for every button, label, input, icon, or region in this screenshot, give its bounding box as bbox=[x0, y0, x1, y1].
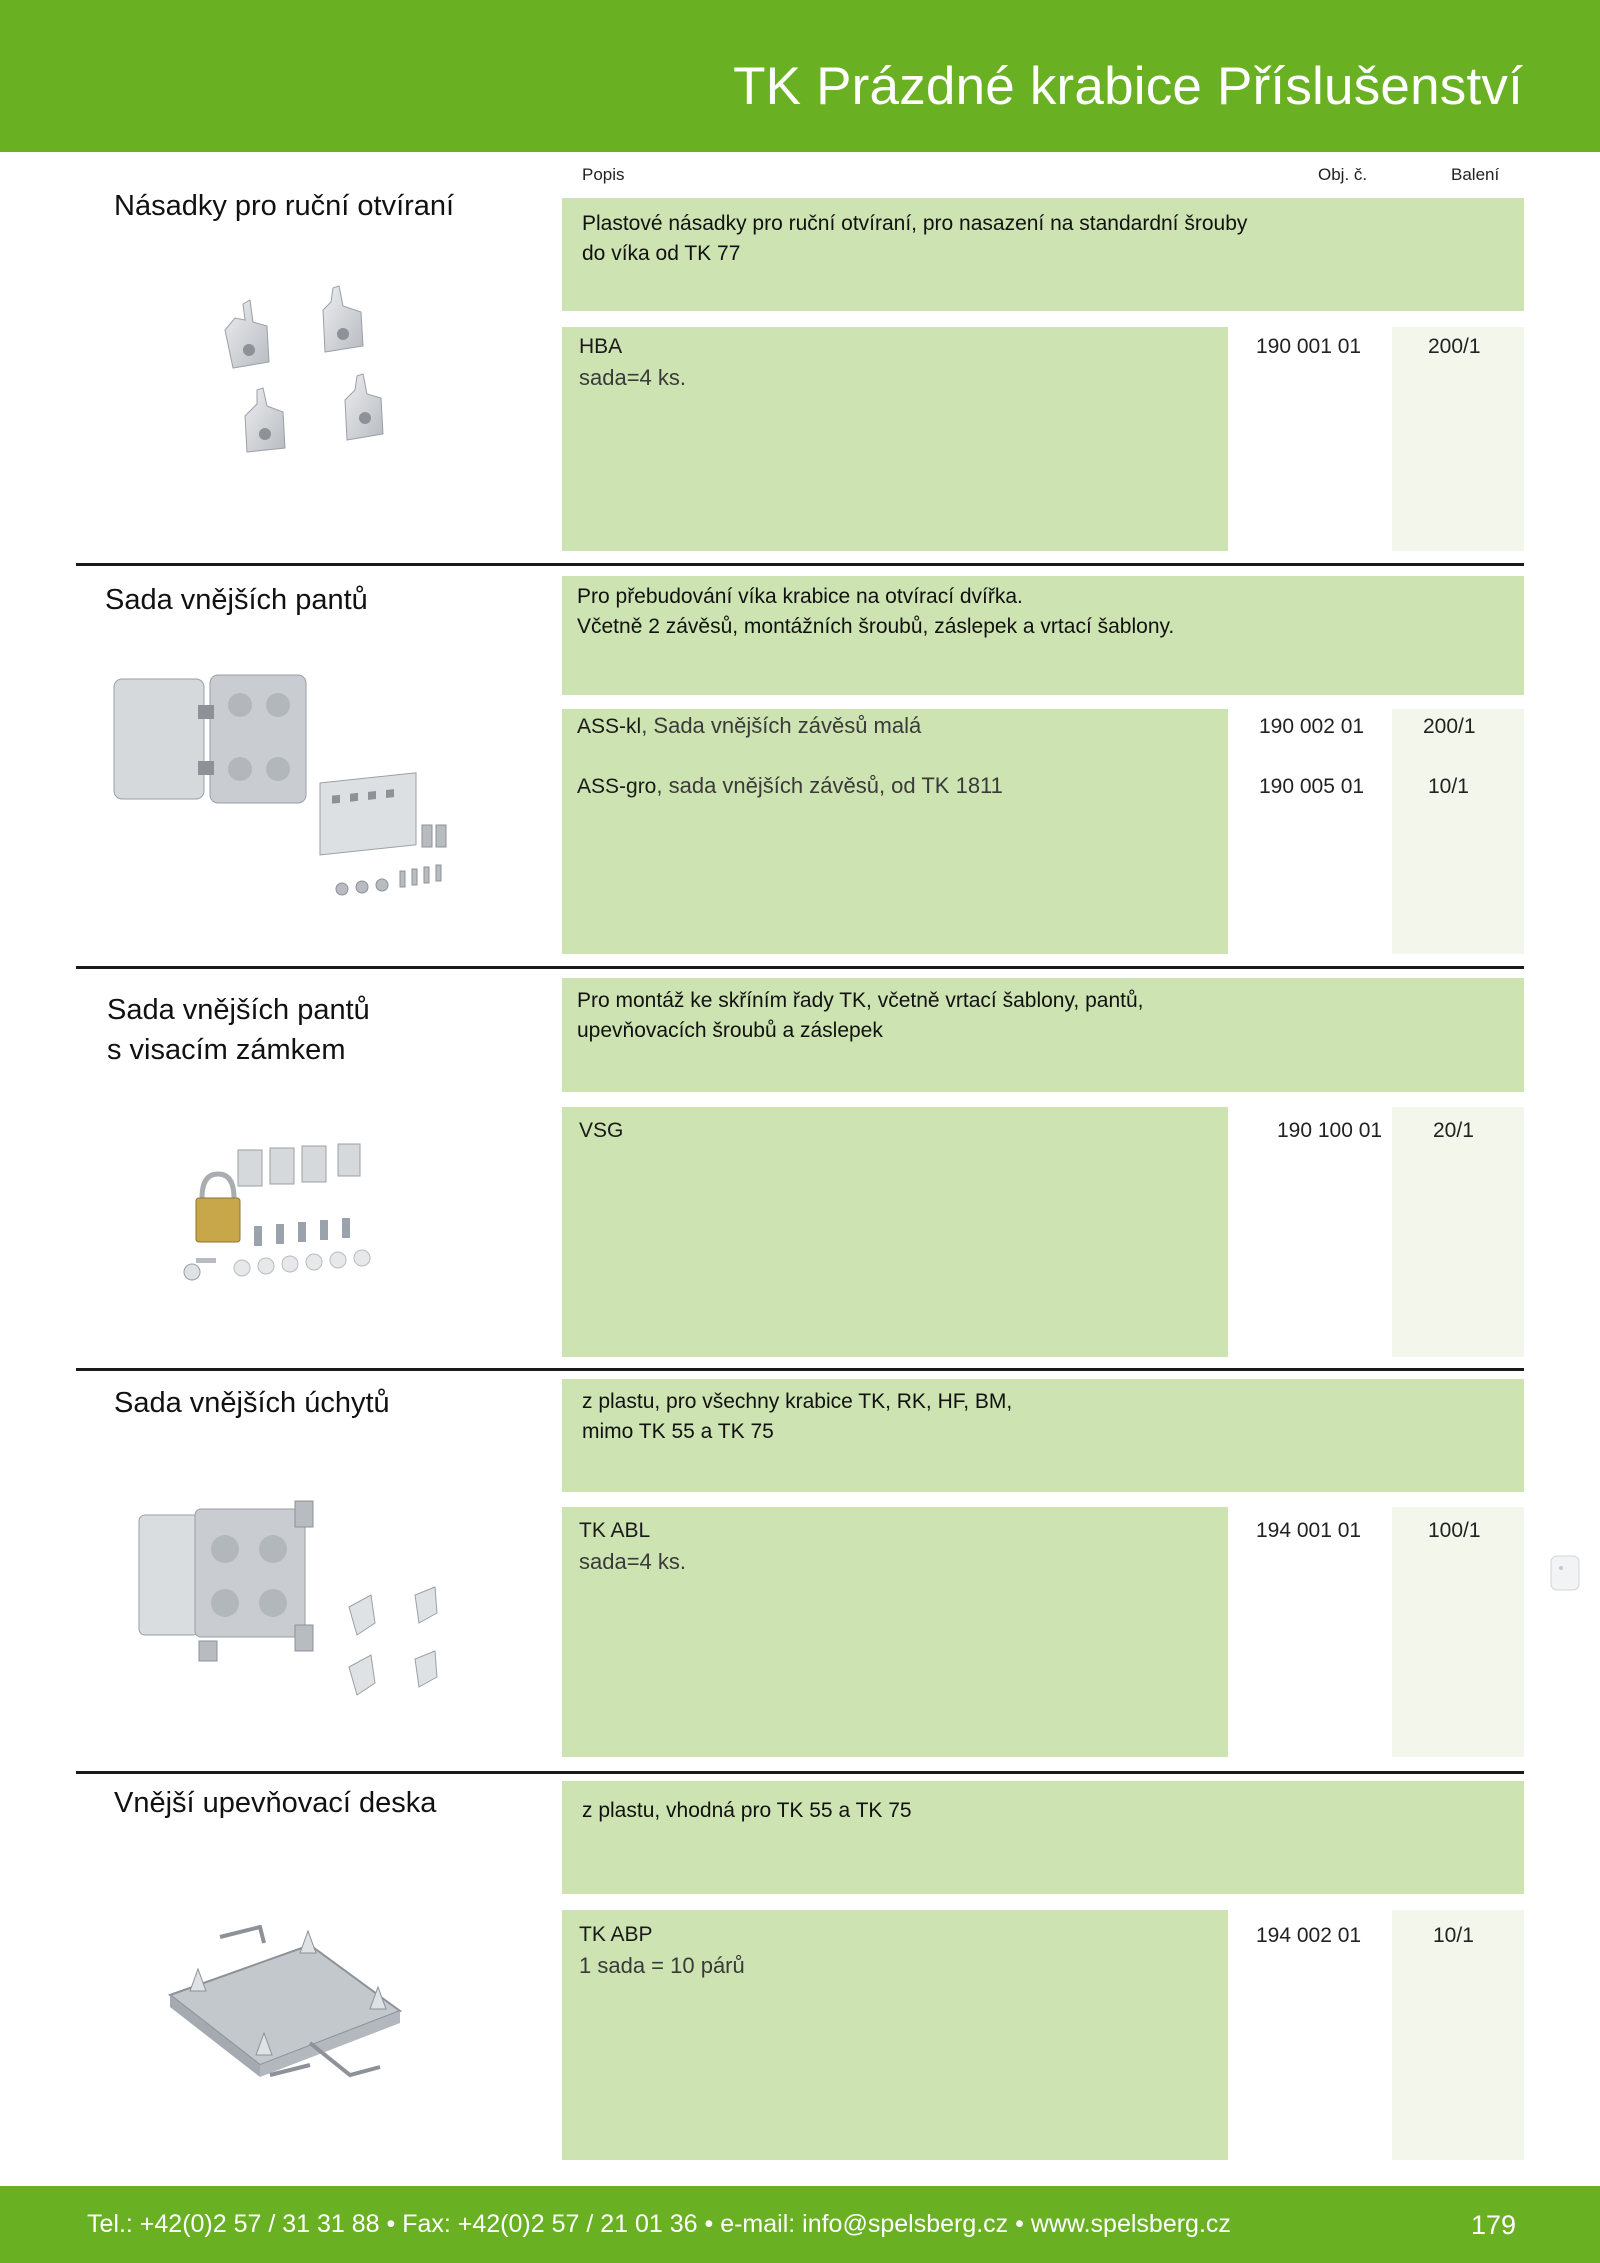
product-subtitle: sada=4 ks. bbox=[579, 365, 687, 390]
product-row-box bbox=[562, 327, 1228, 551]
description-text: Pro přebudování víka krabice na otvírací dvířka. Včetně 2 závěsů, montážních šroubů, záslepek a vrtací šablony. bbox=[577, 585, 1175, 638]
description-box bbox=[562, 1379, 1524, 1492]
product-image-padlock-set bbox=[180, 1140, 390, 1290]
description-text: Pro montáž ke skříním řady TK, včetně vrtací šablony, pantů, upevňovacích šroubů a záslepek bbox=[577, 989, 1144, 1042]
product-name: TK ABP bbox=[579, 1923, 653, 1946]
product-name: ASS-gro bbox=[577, 775, 657, 798]
page-number: 179 bbox=[1471, 2210, 1517, 2240]
section-separator bbox=[76, 1368, 1524, 1371]
section-separator bbox=[76, 966, 1524, 969]
product-image-hinges bbox=[110, 665, 470, 905]
page-title: TK Prázdné krabice Příslušenství bbox=[733, 57, 1523, 116]
section-title: Sada vnějších úchytů bbox=[114, 1387, 390, 1419]
pack-column bbox=[1392, 1107, 1524, 1357]
order-number: 190 001 01 bbox=[1256, 335, 1362, 358]
section-title: Sada vnějších pantů s visacím zámkem bbox=[107, 994, 370, 1066]
product-image-mounting-plate bbox=[160, 1925, 410, 2085]
product-row-box bbox=[562, 1910, 1228, 2160]
product-row-box bbox=[562, 1107, 1228, 1357]
footer-contact: Tel.: +42(0)2 57 / 31 31 88 • Fax: +42(0)2 57 / 21 01 36 • e-mail: info@spelsberg.cz • www.spelsberg.cz bbox=[87, 2210, 1231, 2238]
order-number: 190 005 01 bbox=[1259, 775, 1365, 798]
product-row-ass-gro bbox=[577, 773, 1003, 799]
description-box bbox=[562, 198, 1524, 311]
product-subtitle: , Sada vnějších závěsů malá bbox=[641, 713, 922, 738]
pack-quantity: 20/1 bbox=[1433, 1119, 1474, 1142]
pack-column bbox=[1392, 709, 1524, 954]
product-row-ass-kl bbox=[577, 713, 921, 739]
product-row-box bbox=[562, 1507, 1228, 1757]
column-header-popis: Popis bbox=[582, 165, 625, 184]
order-number: 194 001 01 bbox=[1256, 1519, 1362, 1542]
order-number: 190 002 01 bbox=[1259, 715, 1365, 738]
description-box bbox=[562, 978, 1524, 1092]
pack-quantity: 200/1 bbox=[1423, 715, 1476, 738]
pack-quantity: 200/1 bbox=[1428, 335, 1481, 358]
column-header-baleni: Balení bbox=[1451, 165, 1500, 184]
product-subtitle: sada=4 ks. bbox=[579, 1549, 687, 1574]
pack-quantity: 10/1 bbox=[1433, 1924, 1474, 1947]
page-header bbox=[0, 0, 1600, 152]
pack-quantity: 10/1 bbox=[1428, 775, 1469, 798]
section-title: Sada vnějších pantů bbox=[105, 584, 368, 616]
section-title: Násadky pro ruční otvíraní bbox=[114, 190, 455, 222]
description-text: z plastu, pro všechny krabice TK, RK, HF, BM, mimo TK 55 a TK 75 bbox=[582, 1390, 1013, 1443]
description-box bbox=[562, 1781, 1524, 1894]
description-text: Plastové násadky pro ruční otvíraní, pro nasazení na standardní šrouby do víka od TK 77 bbox=[582, 212, 1248, 265]
order-number: 190 100 01 bbox=[1277, 1119, 1383, 1142]
page-footer bbox=[0, 2186, 1600, 2263]
pack-quantity: 100/1 bbox=[1428, 1519, 1481, 1542]
product-name: VSG bbox=[579, 1119, 624, 1142]
product-name: HBA bbox=[579, 335, 623, 358]
pack-column bbox=[1392, 327, 1524, 551]
order-number: 194 002 01 bbox=[1256, 1924, 1362, 1947]
product-name: TK ABL bbox=[579, 1519, 651, 1542]
product-subtitle: , sada vnějších závěsů, od TK 1811 bbox=[656, 773, 1003, 798]
pack-column bbox=[1392, 1507, 1524, 1757]
product-image-mounting-lugs bbox=[135, 1495, 455, 1717]
section-title: Vnější upevňovací deska bbox=[114, 1787, 437, 1819]
section-separator bbox=[76, 563, 1524, 566]
column-header-obj: Obj. č. bbox=[1318, 165, 1368, 184]
description-box bbox=[562, 576, 1524, 695]
product-row-box bbox=[562, 709, 1228, 954]
description-text: z plastu, vhodná pro TK 55 a TK 75 bbox=[582, 1799, 912, 1822]
product-image-hba bbox=[205, 282, 415, 507]
side-box-icon bbox=[1549, 1554, 1581, 1594]
product-subtitle: 1 sada = 10 párů bbox=[579, 1953, 745, 1978]
section-separator bbox=[76, 1771, 1524, 1774]
product-name: ASS-kl bbox=[577, 715, 642, 738]
